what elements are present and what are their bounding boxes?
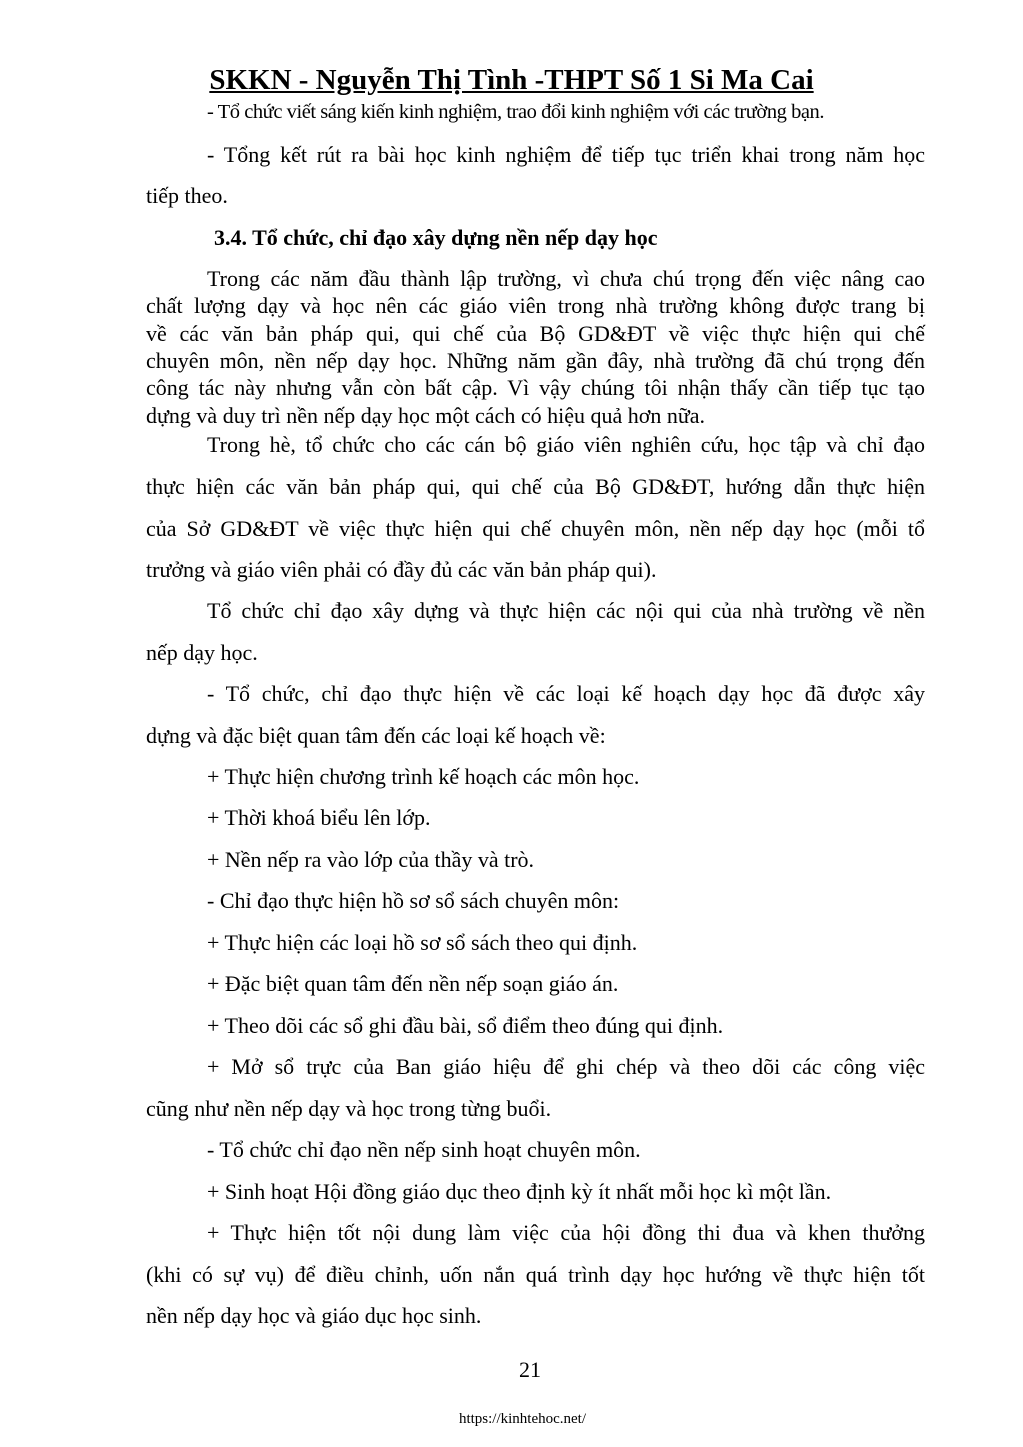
text-line: (khi có sự vụ) để điều chỉnh, uốn nắn quá trình dạy học hướng về thực hiện tốt — [146, 1262, 925, 1287]
text-line: - Tổ chức viết sáng kiến kinh nghiệm, trao đổi kinh nghiệm với các trường bạn. — [207, 101, 825, 123]
text-line: Tổ chức chỉ đạo xây dựng và thực hiện các nội qui của nhà trường về nền — [207, 598, 925, 623]
text-line: + Thực hiện chương trình kế hoạch các môn học. — [207, 764, 640, 789]
text-line: - Chỉ đạo thực hiện hồ sơ sổ sách chuyên môn: — [207, 888, 620, 913]
text-line: + Mở sổ trực của Ban giáo hiệu để ghi chép và theo dõi các công việc — [207, 1054, 925, 1079]
text-line: chuyên môn, nền nếp dạy học. Những năm gần đây, nhà trường đã chú trọng đến — [146, 348, 925, 373]
text-line: nền nếp dạy học và giáo dục học sinh. — [146, 1303, 482, 1328]
text-line: + Sinh hoạt Hội đồng giáo dục theo định kỳ ít nhất mỗi học kì một lần. — [207, 1179, 832, 1204]
section-heading: 3.4. Tổ chức, chỉ đạo xây dựng nền nếp dạy học — [214, 225, 658, 250]
text-line: + Thực hiện tốt nội dung làm việc của hội đồng thi đua và khen thưởng — [207, 1220, 925, 1245]
text-line: + Theo dõi các sổ ghi đầu bài, sổ điểm theo đúng qui định. — [207, 1013, 724, 1038]
text-line: dựng và đặc biệt quan tâm đến các loại kế hoạch về: — [146, 723, 606, 748]
text-line: + Đặc biệt quan tâm đến nền nếp soạn giáo án. — [207, 971, 619, 996]
text-line: - Tổng kết rút ra bài học kinh nghiệm để tiếp tục triển khai trong năm học — [207, 142, 925, 167]
text-line: Trong các năm đầu thành lập trường, vì chưa chú trọng đến việc nâng cao — [207, 266, 925, 291]
text-line: + Thời khoá biểu lên lớp. — [207, 805, 431, 830]
page-number: 21 — [519, 1357, 541, 1382]
text-line: nếp dạy học. — [146, 640, 258, 665]
text-line: trưởng và giáo viên phải có đầy đủ các văn bản pháp qui). — [146, 557, 657, 582]
text-line: - Tổ chức chỉ đạo nền nếp sinh hoạt chuyên môn. — [207, 1137, 641, 1162]
text-line: thực hiện các văn bản pháp qui, qui chế của Bộ GD&ĐT, hướng dẫn thực hiện — [146, 474, 925, 499]
text-line: của Sở GD&ĐT về việc thực hiện qui chế chuyên môn, nền nếp dạy học (mỗi tổ — [146, 516, 925, 541]
text-line: + Nền nếp ra vào lớp của thầy và trò. — [207, 847, 535, 872]
text-line: + Thực hiện các loại hồ sơ sổ sách theo qui định. — [207, 930, 638, 955]
text-line: về các văn bản pháp qui, qui chế của Bộ GD&ĐT về việc thực hiện qui chế — [146, 321, 925, 346]
text-line: dựng và duy trì nền nếp dạy học một cách có hiệu quả hơn nữa. — [146, 403, 706, 428]
text-line: công tác này nhưng vẫn còn bất cập. Vì vậy chúng tôi nhận thấy cần tiếp tục tạo — [146, 375, 925, 400]
text-line: Trong hè, tổ chức cho các cán bộ giáo viên nghiên cứu, học tập và chỉ đạo — [207, 432, 925, 457]
text-line: tiếp theo. — [146, 183, 228, 208]
text-line: chất lượng dạy và học nên các giáo viên trong nhà trường không được trang bị — [146, 293, 925, 318]
text-line: cũng như nền nếp dạy và học trong từng buổi. — [146, 1096, 552, 1121]
page-header: SKKN - Nguyễn Thị Tình -THPT Số 1 Si Ma Cai — [209, 64, 814, 96]
text-line: - Tổ chức, chỉ đạo thực hiện về các loại kế hoạch dạy học đã được xây — [207, 681, 925, 706]
footer-url[interactable]: https://kinhtehoc.net/ — [458, 1411, 587, 1427]
